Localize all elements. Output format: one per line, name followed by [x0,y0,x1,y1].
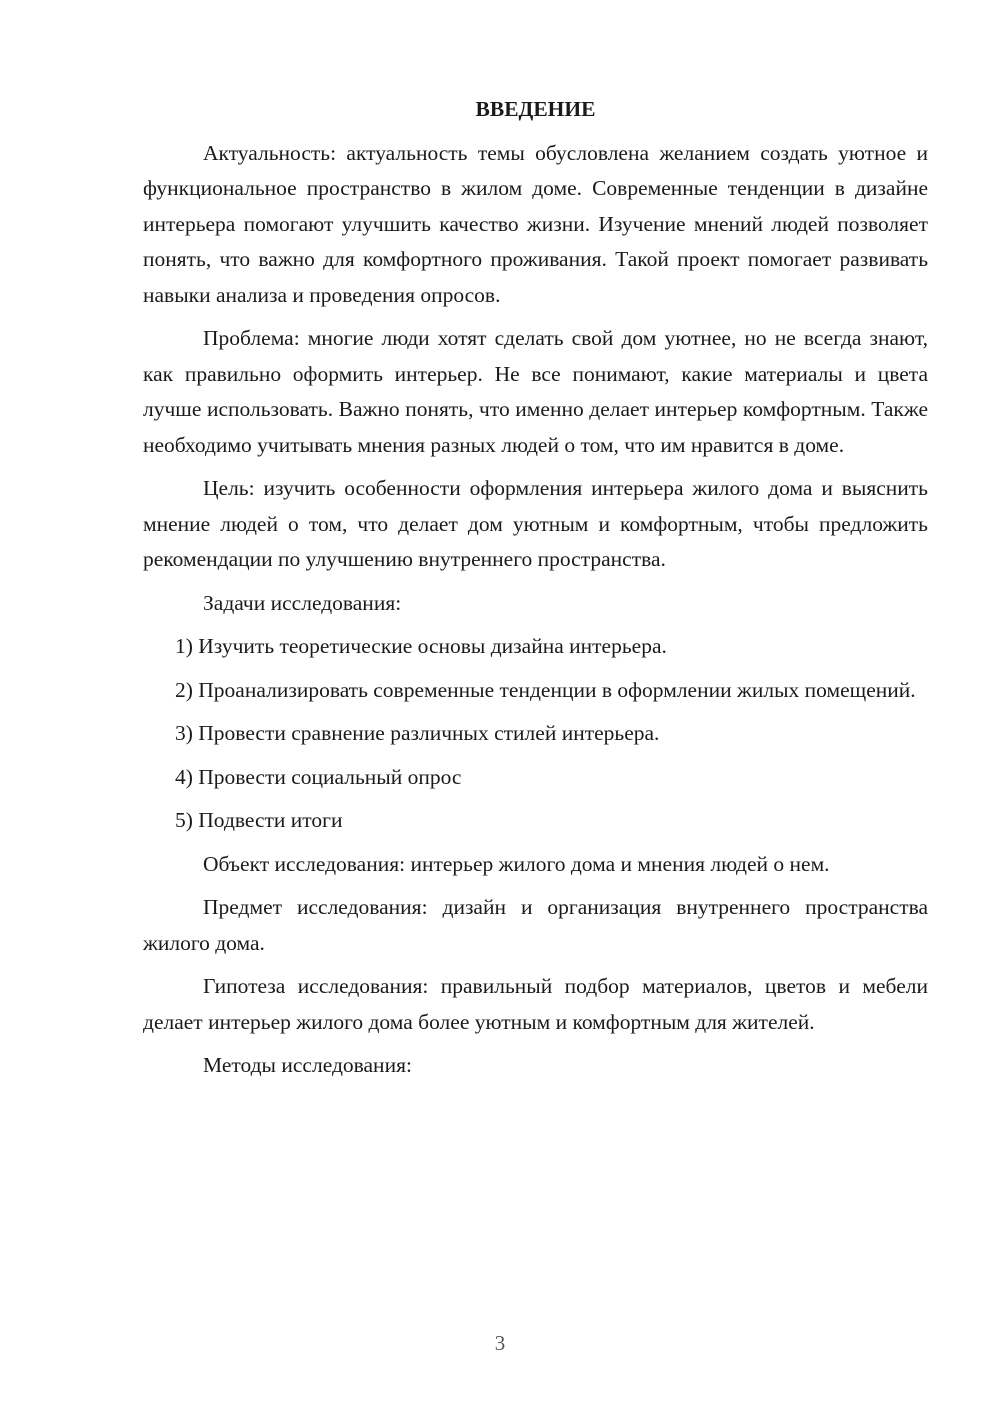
task-item-2: 2) Проанализировать современные тенденции в оформлении жилых помещений. [175,677,916,702]
paragraph-goal: Цель: изучить особенности оформления интерьера жилого дома и выяснить мнение людей о том, что делает дом уютным и комфортным, чтобы предложить рекомендации по улучшению внутреннего пространства. [143,476,928,571]
page-title: ВВЕДЕНИЕ [475,97,596,121]
task-item-3: 3) Провести сравнение различных стилей интерьера. [175,721,660,745]
task-item-4: 4) Провести социальный опрос [175,764,462,789]
paragraph-problem: Проблема: многие люди хотят сделать свой дом уютнее, но не всегда знают, как правильно оформить интерьер. Не все понимают, какие материалы и цвета лучше использовать. Важно понять, что именно делает интерьер комфортным. Также необходимо учитывать мнения разных людей о том, что им нравится в доме. [143,326,928,457]
page-number: 3 [494,1331,506,1355]
paragraph-subject: Предмет исследования: дизайн и организация внутреннего пространства жилого дома. [143,895,928,955]
paragraph-hypothesis: Гипотеза исследования: правильный подбор материалов, цветов и мебели делает интерьер жилого дома более уютным и комфортным для жителей. [143,974,928,1034]
paragraph-methods: Методы исследования: [203,1053,412,1077]
paragraph-relevance: Актуальность: актуальность темы обусловлена желанием создать уютное и функциональное пространство в жилом доме. Современные тенденции в дизайне интерьера помогают улучшить качество жизни. Изучение мнений людей позволяет понять, что важно для комфортного проживания. Такой проект помогает развивать навыки анализа и проведения опросов. [143,140,928,307]
task-item-1: 1) Изучить теоретические основы дизайна интерьера. [175,634,667,658]
document-page [143,92,928,1092]
paragraph-object: Объект исследования: интерьер жилого дома и мнения людей о нем. [203,851,830,876]
paragraph-tasks-heading: Задачи исследования: [203,590,402,615]
task-item-5: 5) Подвести итоги [175,808,343,832]
